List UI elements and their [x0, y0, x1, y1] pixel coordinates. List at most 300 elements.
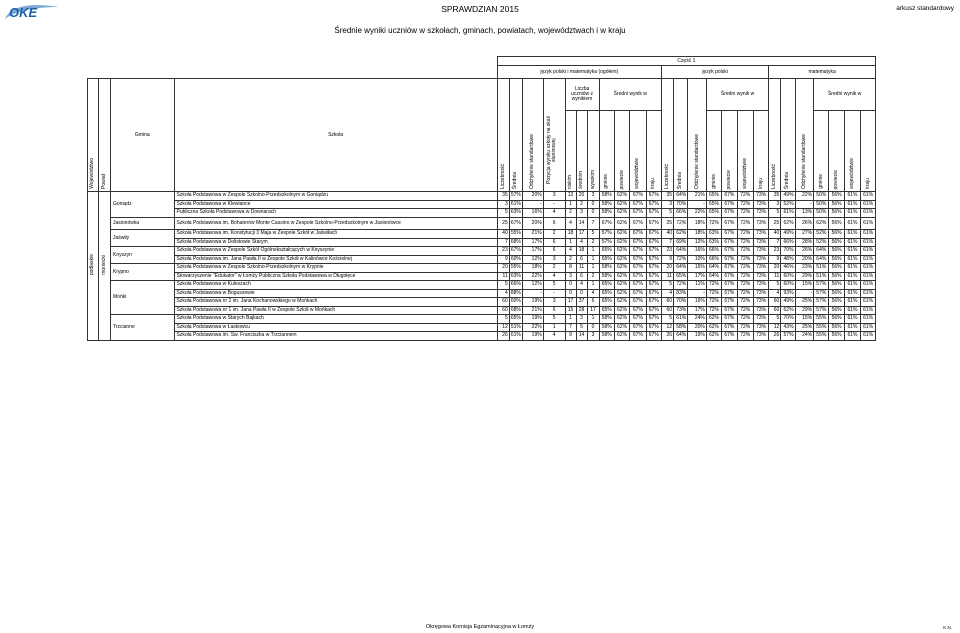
value-cell: 0	[576, 289, 587, 298]
gmina-cell: Jasionówka	[111, 217, 175, 230]
value-cell: 4	[565, 247, 576, 256]
col-sredni-wynik-mat: Średni wynik w	[814, 79, 876, 111]
value-cell: 68%	[510, 238, 521, 245]
school-name-cell: Szkoła Podstawowa w Zespole Szkolno-Przedszkolnym w Krypnie	[174, 264, 497, 273]
value-cell: 61%	[861, 200, 876, 209]
col-pl-srednia: Średnia	[677, 171, 684, 189]
value-cell: 58%	[599, 192, 614, 201]
value-cell: 58%	[599, 264, 614, 273]
value-cell: 73%	[753, 230, 768, 239]
footer-initials: K.N.	[943, 625, 952, 630]
col-gmina: Gmina	[111, 79, 175, 192]
value-cell: 5	[543, 281, 565, 290]
value-cell: 56%	[829, 298, 844, 307]
value-cell: 60%	[781, 272, 795, 281]
value-cell: 12	[565, 192, 576, 201]
value-cell: 19%	[522, 332, 543, 341]
value-cell: 61%	[861, 289, 876, 298]
value-cell: 67%	[646, 209, 661, 218]
value-cell: 12%	[688, 238, 707, 247]
value-cell: 67%	[722, 230, 737, 239]
value-cell: 72%	[737, 247, 753, 256]
value-cell: 73%	[753, 209, 768, 218]
school-name-cell: Publiczna Szkoła Podstawowa w Downarach	[174, 209, 497, 218]
value-cell: 15%	[688, 264, 707, 273]
value-cell: 72%	[737, 200, 753, 209]
value-cell: 0	[587, 200, 599, 209]
value-cell: 6	[587, 298, 599, 307]
value-cell: 3	[587, 192, 599, 201]
value-cell: 17%	[522, 238, 543, 247]
school-name-cell: Szkoła Podstawowa w Boguszewie	[174, 289, 497, 298]
value-cell: 57%	[510, 192, 521, 199]
school-name-cell: Szkoła Podstawowa w Kuleszach	[174, 281, 497, 290]
value-cell: 58%	[599, 332, 614, 341]
value-cell: 6	[543, 217, 565, 230]
value-cell: 3	[769, 200, 781, 209]
value-cell: 19%	[522, 298, 543, 307]
value-cell: 62%	[614, 315, 629, 324]
value-cell: 67%	[630, 298, 646, 307]
value-cell: 67%	[722, 200, 737, 209]
value-cell: 67%	[646, 272, 661, 281]
table-row	[88, 289, 876, 298]
value-cell: 26%	[795, 217, 814, 230]
value-cell: 57%	[814, 298, 829, 307]
value-cell: 61%	[844, 306, 860, 315]
value-cell: 67%	[630, 255, 646, 264]
value-cell: 73%	[753, 289, 768, 298]
gmina-cell: Trzcianne	[111, 315, 175, 341]
value-cell: 28	[576, 306, 587, 315]
value-cell: 65%	[706, 192, 721, 201]
value-cell: 24%	[795, 332, 814, 341]
school-name-cell: Szkoła Podstawowa w Starych Bajkach	[174, 315, 497, 324]
page-header-title: SPRAWDZIAN 2015	[441, 4, 519, 14]
report-subtitle: Średnie wyniki uczniów w szkołach, gminach, powiatach, województwach i w kraju	[334, 26, 626, 35]
value-cell: 63%	[706, 230, 721, 239]
value-cell: 67%	[646, 306, 661, 315]
value-cell: 67%	[630, 192, 646, 201]
value-cell: 56%	[829, 255, 844, 264]
value-cell: 73%	[753, 217, 768, 230]
table-row	[88, 332, 876, 341]
value-cell: 10%	[688, 255, 707, 264]
value-cell: 61%	[844, 255, 860, 264]
col-szkola: Szkoła	[174, 79, 497, 192]
value-cell: 22%	[795, 192, 814, 201]
value-cell: 73%	[753, 306, 768, 315]
value-cell: 20%	[522, 217, 543, 230]
value-cell: 67%	[630, 209, 646, 218]
value-cell: 65%	[599, 255, 614, 264]
value-cell: 67%	[646, 323, 661, 332]
value-cell: 56%	[829, 200, 844, 209]
value-cell: 73%	[753, 247, 768, 256]
school-name-cell: Szkoła Podstawowa w Klewiance	[174, 200, 497, 209]
value-cell: 67%	[630, 332, 646, 341]
value-cell: 73%	[753, 298, 768, 307]
value-cell: 63%	[510, 209, 521, 216]
value-cell: 6	[543, 306, 565, 315]
value-cell: 62%	[614, 247, 629, 256]
value-cell: 5	[587, 230, 599, 239]
col-pl-odchylenie: Odchylenie standardowe	[693, 133, 700, 189]
value-cell: 12%	[522, 281, 543, 290]
value-cell: 67%	[722, 315, 737, 324]
value-cell: 62%	[614, 298, 629, 307]
value-cell: 62%	[814, 217, 829, 230]
value-cell: 61%	[861, 209, 876, 218]
value-cell: 62%	[706, 315, 721, 324]
value-cell: 66%	[510, 281, 521, 288]
col-pl-gminie: gminie	[710, 174, 717, 189]
part-header: Część 1	[497, 57, 875, 66]
value-cell: 14	[576, 217, 587, 230]
value-cell: 58%	[599, 315, 614, 324]
value-cell: 61%	[844, 289, 860, 298]
value-cell: 67%	[646, 264, 661, 273]
value-cell: 64%	[706, 272, 721, 281]
value-cell: 28%	[795, 238, 814, 247]
value-cell: 61%	[844, 192, 860, 201]
value-cell: 60	[497, 306, 509, 315]
value-cell: 7	[497, 238, 509, 247]
wojewodztwo-cell	[88, 192, 99, 341]
value-cell: 2	[587, 238, 599, 247]
value-cell: 62%	[614, 217, 629, 230]
value-cell: 14	[576, 332, 587, 341]
value-cell: 7	[661, 238, 673, 247]
value-cell: 48%	[781, 255, 795, 264]
value-cell: 57%	[814, 289, 829, 298]
value-cell: 72%	[706, 306, 721, 315]
value-cell: 4	[565, 217, 576, 230]
value-cell: 61%	[674, 315, 688, 324]
value-cell: 58%	[599, 200, 614, 209]
value-cell: 67%	[722, 281, 737, 290]
value-cell: 61%	[844, 315, 860, 324]
value-cell: 3	[576, 315, 587, 324]
value-cell: 67%	[630, 264, 646, 273]
value-cell: 23	[661, 247, 673, 256]
wojewodztwo-label: podlaskie	[89, 254, 96, 276]
value-cell: 72%	[737, 255, 753, 264]
value-cell: 67%	[509, 217, 522, 230]
value-cell: 62%	[781, 306, 795, 315]
value-cell: 73%	[753, 272, 768, 281]
value-cell: 61%	[844, 332, 860, 341]
value-cell: 67%	[630, 217, 646, 230]
value-cell: 73%	[753, 323, 768, 332]
value-cell: 61%	[844, 281, 860, 290]
value-cell: 66%	[674, 209, 688, 218]
value-cell: 61%	[861, 192, 876, 201]
value-cell: 35	[661, 192, 673, 201]
col-sredni-wynik-pl: Średni wynik w	[706, 79, 768, 111]
value-cell: 11%	[688, 281, 707, 290]
value-cell: 62%	[614, 238, 629, 247]
value-cell: 62%	[614, 192, 629, 201]
value-cell: 4	[769, 289, 781, 298]
value-cell: 26	[661, 332, 673, 341]
value-cell: 5	[543, 315, 565, 324]
value-cell: 21%	[688, 192, 707, 201]
value-cell: 18	[565, 230, 576, 239]
value-cell: 66%	[781, 238, 795, 247]
value-cell: 67%	[722, 306, 737, 315]
value-cell: 72%	[674, 217, 688, 230]
value-cell: 29%	[795, 272, 814, 281]
value-cell: 61%	[844, 264, 860, 273]
value-cell: 61%	[861, 255, 876, 264]
value-cell: 3	[587, 332, 599, 341]
value-cell: 26	[497, 332, 509, 341]
value-cell: 3	[543, 192, 565, 201]
value-cell: 67%	[722, 272, 737, 281]
value-cell: 6	[576, 272, 587, 281]
value-cell: 12%	[522, 255, 543, 264]
value-cell: 7	[769, 238, 781, 247]
results-table	[87, 56, 876, 341]
value-cell: 3	[543, 298, 565, 307]
value-cell: 21%	[522, 306, 543, 315]
value-cell: 50%	[814, 209, 829, 218]
school-name-cell: Stowarzyszenie "Edukator" w Łomży Publiczna Szkoła Podstawowa w Długołęce	[174, 272, 497, 281]
value-cell: 61%	[861, 247, 876, 256]
value-cell: 0	[587, 323, 599, 332]
col-liczba-uczniow: Liczba uczniów z wynikiem	[565, 79, 599, 111]
value-cell: 72%	[737, 192, 753, 201]
value-cell: 16%	[688, 247, 707, 256]
svg-text:OKE: OKE	[9, 5, 38, 20]
value-cell: 57%	[781, 332, 795, 341]
powiat-label: moniecki	[100, 254, 107, 275]
value-cell: 55%	[510, 264, 521, 271]
school-name-cell: Szkoła Podstawowa im. Jana Pawła II w Zespole Szkół w Kalinówce Kościelnej	[174, 255, 497, 264]
value-cell: 72%	[737, 306, 753, 315]
table-row	[88, 209, 876, 218]
value-cell: 65%	[706, 209, 721, 218]
value-cell: 4	[543, 209, 565, 218]
value-cell: 60%	[781, 281, 795, 290]
value-cell: 6	[543, 238, 565, 247]
value-cell: 72%	[737, 281, 753, 290]
value-cell: 72%	[737, 323, 753, 332]
value-cell: 61%	[781, 209, 795, 218]
value-cell: 67%	[646, 315, 661, 324]
col-pozycja: Pozycja wyniku szkoły na skali staninowej	[546, 116, 558, 184]
value-cell: 20%	[522, 192, 543, 201]
value-cell: 56%	[829, 332, 844, 341]
value-cell: 23	[769, 247, 781, 256]
value-cell: 9	[661, 255, 673, 264]
value-cell: 73%	[753, 315, 768, 324]
value-cell: 68%	[510, 306, 521, 313]
gmina-cell: Krypno	[111, 264, 175, 281]
value-cell: 61%	[861, 315, 876, 324]
col-mat-gminie: gminie	[817, 174, 824, 189]
value-cell: 1	[587, 247, 599, 256]
value-cell: 1	[565, 200, 576, 209]
value-cell: 16%	[522, 209, 543, 218]
col-all-kraju: kraju	[650, 178, 657, 189]
value-cell: 56%	[829, 306, 844, 315]
value-cell: 5	[769, 315, 781, 324]
table-row	[88, 306, 876, 315]
value-cell: 61%	[844, 238, 860, 247]
value-cell: 18	[576, 247, 587, 256]
table-row	[88, 272, 876, 281]
value-cell: 65%	[599, 281, 614, 290]
value-cell: 61%	[861, 264, 876, 273]
value-cell: 5	[497, 281, 509, 290]
section-math-header: matematyka	[769, 66, 876, 79]
value-cell: 73%	[753, 238, 768, 247]
col-powiat: Powiat	[100, 173, 107, 189]
value-cell: 73%	[753, 264, 768, 273]
value-cell: 56%	[829, 281, 844, 290]
value-cell: 67%	[646, 200, 661, 209]
gmina-cell: Jaświły	[111, 230, 175, 247]
value-cell: 22%	[522, 323, 543, 332]
value-cell: 56%	[829, 238, 844, 247]
value-cell: 19%	[522, 315, 543, 324]
value-cell: -	[795, 289, 814, 298]
value-cell: 62%	[614, 255, 629, 264]
value-cell: 58%	[599, 272, 614, 281]
value-cell: 1	[543, 323, 565, 332]
value-cell: 2	[543, 264, 565, 273]
value-cell: 50%	[814, 200, 829, 209]
value-cell: 56%	[829, 209, 844, 218]
value-cell: -	[795, 200, 814, 209]
results-body	[88, 192, 876, 341]
value-cell: 62%	[614, 209, 629, 218]
value-cell: 60	[769, 306, 781, 315]
value-cell: 67%	[646, 289, 661, 298]
value-cell: 57%	[599, 230, 614, 239]
value-cell: 61%	[861, 238, 876, 247]
value-cell: -	[688, 200, 707, 209]
value-cell: 61%	[861, 306, 876, 315]
section-all-header: język polski i matematyka (ogółem)	[497, 66, 661, 79]
value-cell: 64%	[674, 247, 688, 256]
value-cell: 73%	[753, 200, 768, 209]
value-cell: -	[543, 200, 565, 209]
value-cell: 67%	[630, 238, 646, 247]
value-cell: 1	[587, 281, 599, 290]
value-cell: 56%	[829, 230, 844, 239]
value-cell: 64%	[814, 247, 829, 256]
school-name-cell: Szkoła Podstawowa im. Konstytucji 3 Maja w Zespole Szkół w Jaświłach	[174, 230, 497, 239]
value-cell: 67%	[630, 281, 646, 290]
col-mat-kraju: kraju	[864, 178, 871, 189]
value-cell: 93%	[781, 289, 795, 298]
value-cell: 65%	[599, 247, 614, 256]
value-cell: 5	[661, 209, 673, 218]
value-cell: 67%	[722, 247, 737, 256]
value-cell: 72%	[737, 315, 753, 324]
value-cell: 6	[543, 247, 565, 256]
value-cell: 1	[587, 315, 599, 324]
value-cell: 67%	[722, 209, 737, 218]
value-cell: 73%	[753, 255, 768, 264]
value-cell: 5	[769, 209, 781, 218]
value-cell: 83%	[674, 289, 688, 298]
value-cell: 46%	[781, 264, 795, 273]
value-cell: 70%	[674, 200, 688, 209]
value-cell: -	[522, 289, 543, 298]
col-liczebnosc: Liczebność	[499, 163, 506, 189]
value-cell: 72%	[737, 298, 753, 307]
value-cell: 40	[661, 230, 673, 239]
value-cell: 64%	[706, 264, 721, 273]
value-cell: 1	[565, 315, 576, 324]
sheet-type-label: arkusz standardowy	[896, 5, 954, 12]
col-wojewodztwo: Województwo	[89, 158, 96, 189]
col-srednia: Średnia	[512, 171, 519, 189]
value-cell: 20	[769, 264, 781, 273]
table-row	[88, 230, 876, 239]
col-mat-odchylenie: Odchylenie standardowe	[800, 133, 807, 189]
value-cell: 65%	[599, 289, 614, 298]
value-cell: 65%	[599, 298, 614, 307]
value-cell: 4	[543, 272, 565, 281]
col-mat-wojewodztwie: województwie	[849, 158, 855, 189]
table-row	[88, 247, 876, 256]
value-cell: 22%	[688, 209, 707, 218]
value-cell: 67%	[510, 247, 521, 254]
value-cell: 1	[587, 255, 599, 264]
value-cell: 62%	[614, 332, 629, 341]
value-cell: 22%	[522, 272, 543, 281]
value-cell: 62%	[614, 281, 629, 290]
value-cell: 5	[661, 281, 673, 290]
col-all-gminie: gminie	[603, 174, 610, 189]
value-cell: 11	[661, 272, 673, 281]
value-cell: 67%	[722, 289, 737, 298]
table-row	[88, 200, 876, 209]
col-srednim: średnim	[578, 171, 585, 189]
value-cell: 72%	[737, 230, 753, 239]
value-cell: 61%	[861, 298, 876, 307]
value-cell: 56%	[829, 323, 844, 332]
value-cell: 51%	[814, 264, 829, 273]
value-cell: 4	[497, 289, 509, 298]
value-cell: 4	[543, 332, 565, 341]
value-cell: 25%	[795, 323, 814, 332]
footer-organisation: Okręgowa Komisja Egzaminacyjna w Łomży	[425, 624, 535, 630]
value-cell: 40	[497, 230, 509, 239]
value-cell: 3	[497, 200, 509, 209]
value-cell: 61%	[861, 230, 876, 239]
value-cell: 62%	[706, 323, 721, 332]
table-row	[88, 281, 876, 290]
value-cell: 64%	[674, 332, 688, 341]
value-cell: 72%	[737, 264, 753, 273]
value-cell: 26	[769, 332, 781, 341]
value-cell: 20%	[688, 323, 707, 332]
value-cell: 18%	[688, 230, 707, 239]
gmina-cell: Knyszyn	[111, 247, 175, 264]
value-cell: 5	[769, 281, 781, 290]
value-cell: 17	[587, 306, 599, 315]
value-cell: 63%	[510, 272, 521, 279]
school-name-cell: Szkoła Podstawowa im. Bohaterów Monte Cassino w Zespole Szkolno-Przedszkolnym w Jasionówce	[174, 217, 497, 230]
value-cell: 0	[565, 281, 576, 290]
table-row	[88, 315, 876, 324]
